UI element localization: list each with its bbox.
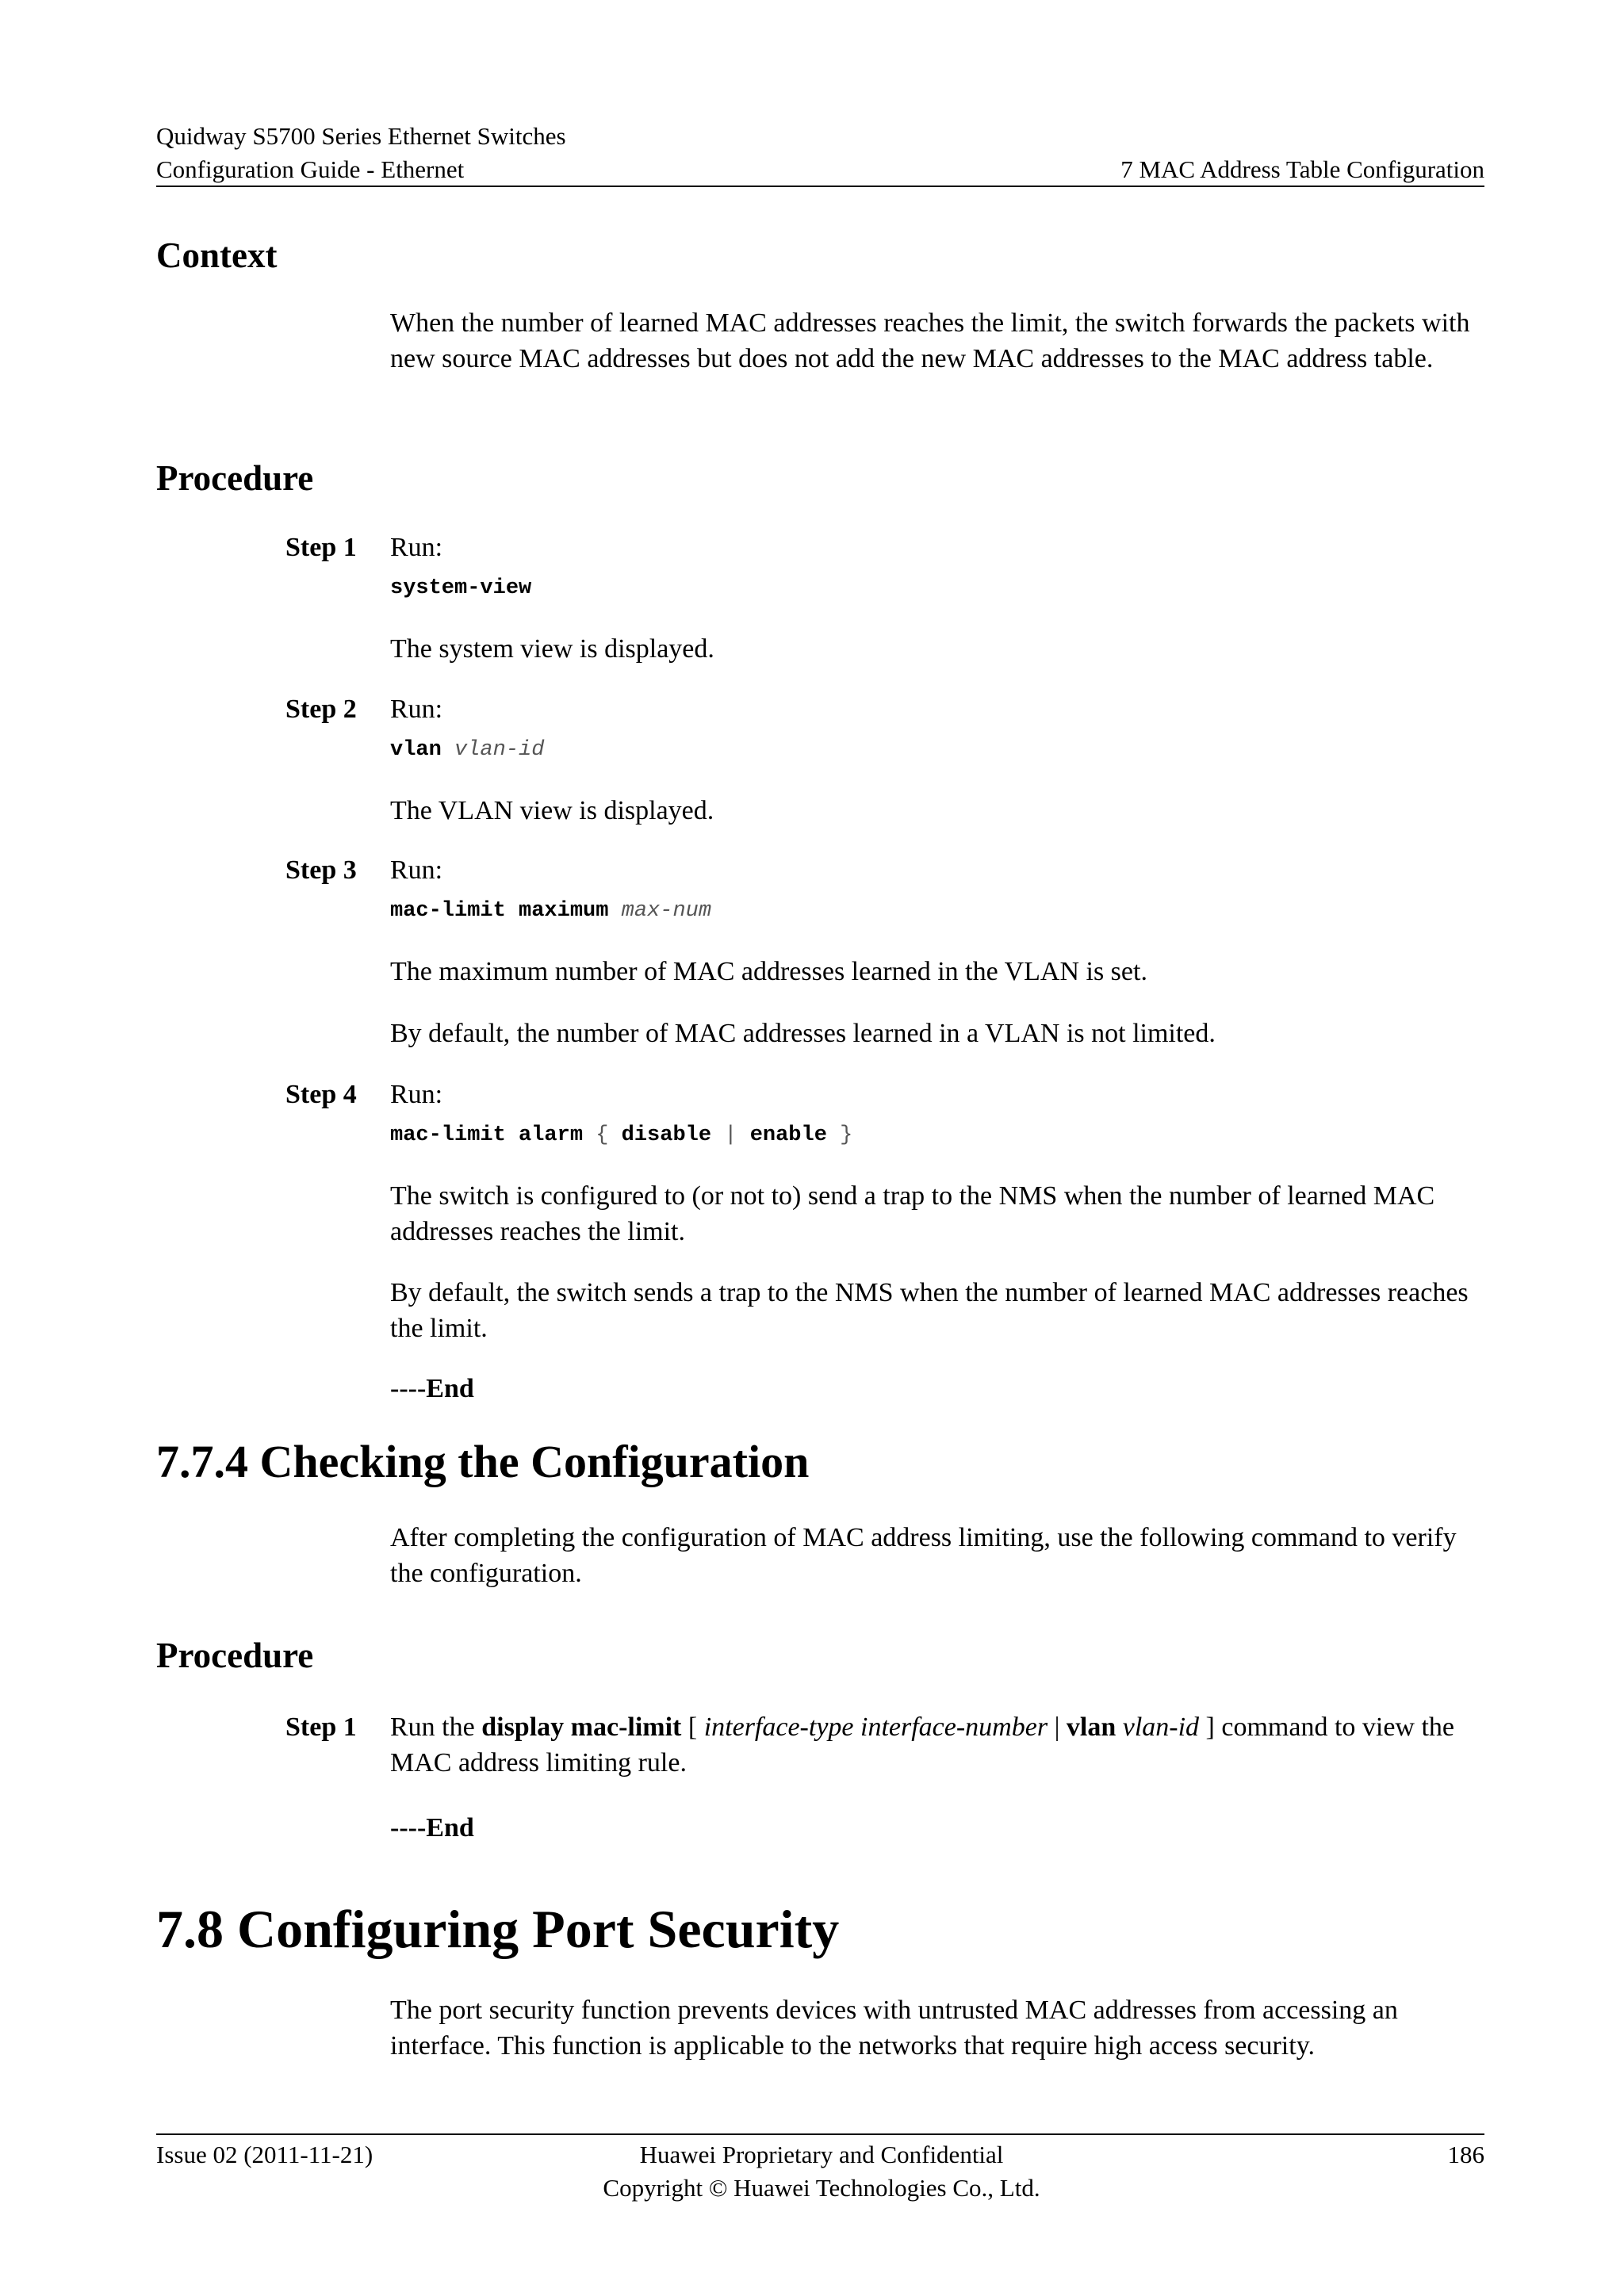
step-description: The switch is configured to (or not to) send a trap to the NMS when the number of learned MAC addresses reaches the limit. (390, 1181, 1435, 1246)
procedure-end-marker: ----End (390, 1374, 474, 1403)
step-text: | (1048, 1712, 1067, 1742)
step-label: Step 3 (285, 855, 357, 885)
step-run-text: Run: (390, 533, 443, 562)
command-argument: vlan-id (1122, 1712, 1200, 1742)
step-label: Step 4 (285, 1080, 357, 1109)
command-line (390, 897, 711, 925)
procedure-heading: Procedure (156, 1636, 314, 1675)
step-run-text: Run: (390, 695, 443, 724)
step-description (390, 1709, 1484, 1781)
step-default-note: By default, the switch sends a trap to the NMS when the number of learned MAC addresses reaches the limit. (390, 1278, 1469, 1343)
command-option: disable (621, 1123, 712, 1147)
command-argument: vlan-id (454, 738, 545, 762)
command-argument: max-num (621, 899, 712, 923)
step-description: The maximum number of MAC addresses learned in the VLAN is set. (390, 957, 1147, 986)
command-brace-open: { (596, 1123, 609, 1147)
footer-copyright: Copyright © Huawei Technologies Co., Ltd. (603, 2174, 1040, 2202)
step-text: ] command to view the MAC address limiting rule. (390, 1712, 1455, 1777)
step-label: Step 1 (285, 1712, 357, 1742)
step-description: The VLAN view is displayed. (390, 796, 714, 825)
step-default-note: By default, the number of MAC addresses learned in a VLAN is not limited. (390, 1019, 1216, 1048)
command-line (390, 1121, 852, 1150)
footer-issue: Issue 02 (2011-11-21) (156, 2141, 373, 2168)
header-product-title: Quidway S5700 Series Ethernet Switches (156, 122, 566, 150)
step-run-text: Run: (390, 1080, 443, 1109)
command-line (390, 574, 531, 603)
section-heading-7-7-4: 7.7.4 Checking the Configuration (156, 1436, 810, 1487)
command-keyword: mac-limit maximum (390, 899, 609, 923)
step-run-text: Run: (390, 855, 443, 885)
command-keyword: display mac-limit (481, 1712, 682, 1742)
section-intro-text: The port security function prevents devices with untrusted MAC addresses from accessing an interface. This function is applicable to the networks that require high access security. (390, 1996, 1398, 2061)
step-text: Run the (390, 1712, 482, 1742)
header-guide-title: Configuration Guide - Ethernet (156, 155, 465, 183)
context-heading: Context (156, 235, 278, 275)
step-label: Step 2 (285, 695, 357, 724)
command-separator: | (724, 1123, 737, 1147)
step-text: [ (681, 1712, 704, 1742)
procedure-heading: Procedure (156, 458, 314, 498)
section-heading-7-8: 7.8 Configuring Port Security (156, 1899, 840, 1959)
step-description: The system view is displayed. (390, 634, 714, 664)
page-number: 186 (1447, 2141, 1484, 2168)
footer-confidential: Huawei Proprietary and Confidential (639, 2141, 1004, 2168)
header-chapter-title: 7 MAC Address Table Configuration (1120, 155, 1484, 183)
context-text: When the number of learned MAC addresses reaches the limit, the switch forwards the packets with new source MAC addresses but does not add the new MAC addresses to the MAC address table. (390, 308, 1470, 373)
step-label: Step 1 (285, 533, 357, 562)
command-keyword: mac-limit alarm (390, 1123, 584, 1147)
command-line (390, 736, 544, 764)
command-keyword: system-view (390, 576, 532, 600)
command-brace-close: } (840, 1123, 853, 1147)
command-option: enable (749, 1123, 827, 1147)
section-intro-text: After completing the configuration of MAC address limiting, use the following command to verify the configuration. (390, 1523, 1457, 1588)
command-keyword: vlan (390, 738, 442, 762)
header-rule (156, 186, 1484, 187)
footer-rule (156, 2133, 1484, 2135)
command-keyword: vlan (1066, 1712, 1116, 1742)
step-text (1116, 1712, 1123, 1742)
command-argument: interface-type interface-number (703, 1712, 1048, 1742)
procedure-end-marker: ----End (390, 1813, 474, 1843)
